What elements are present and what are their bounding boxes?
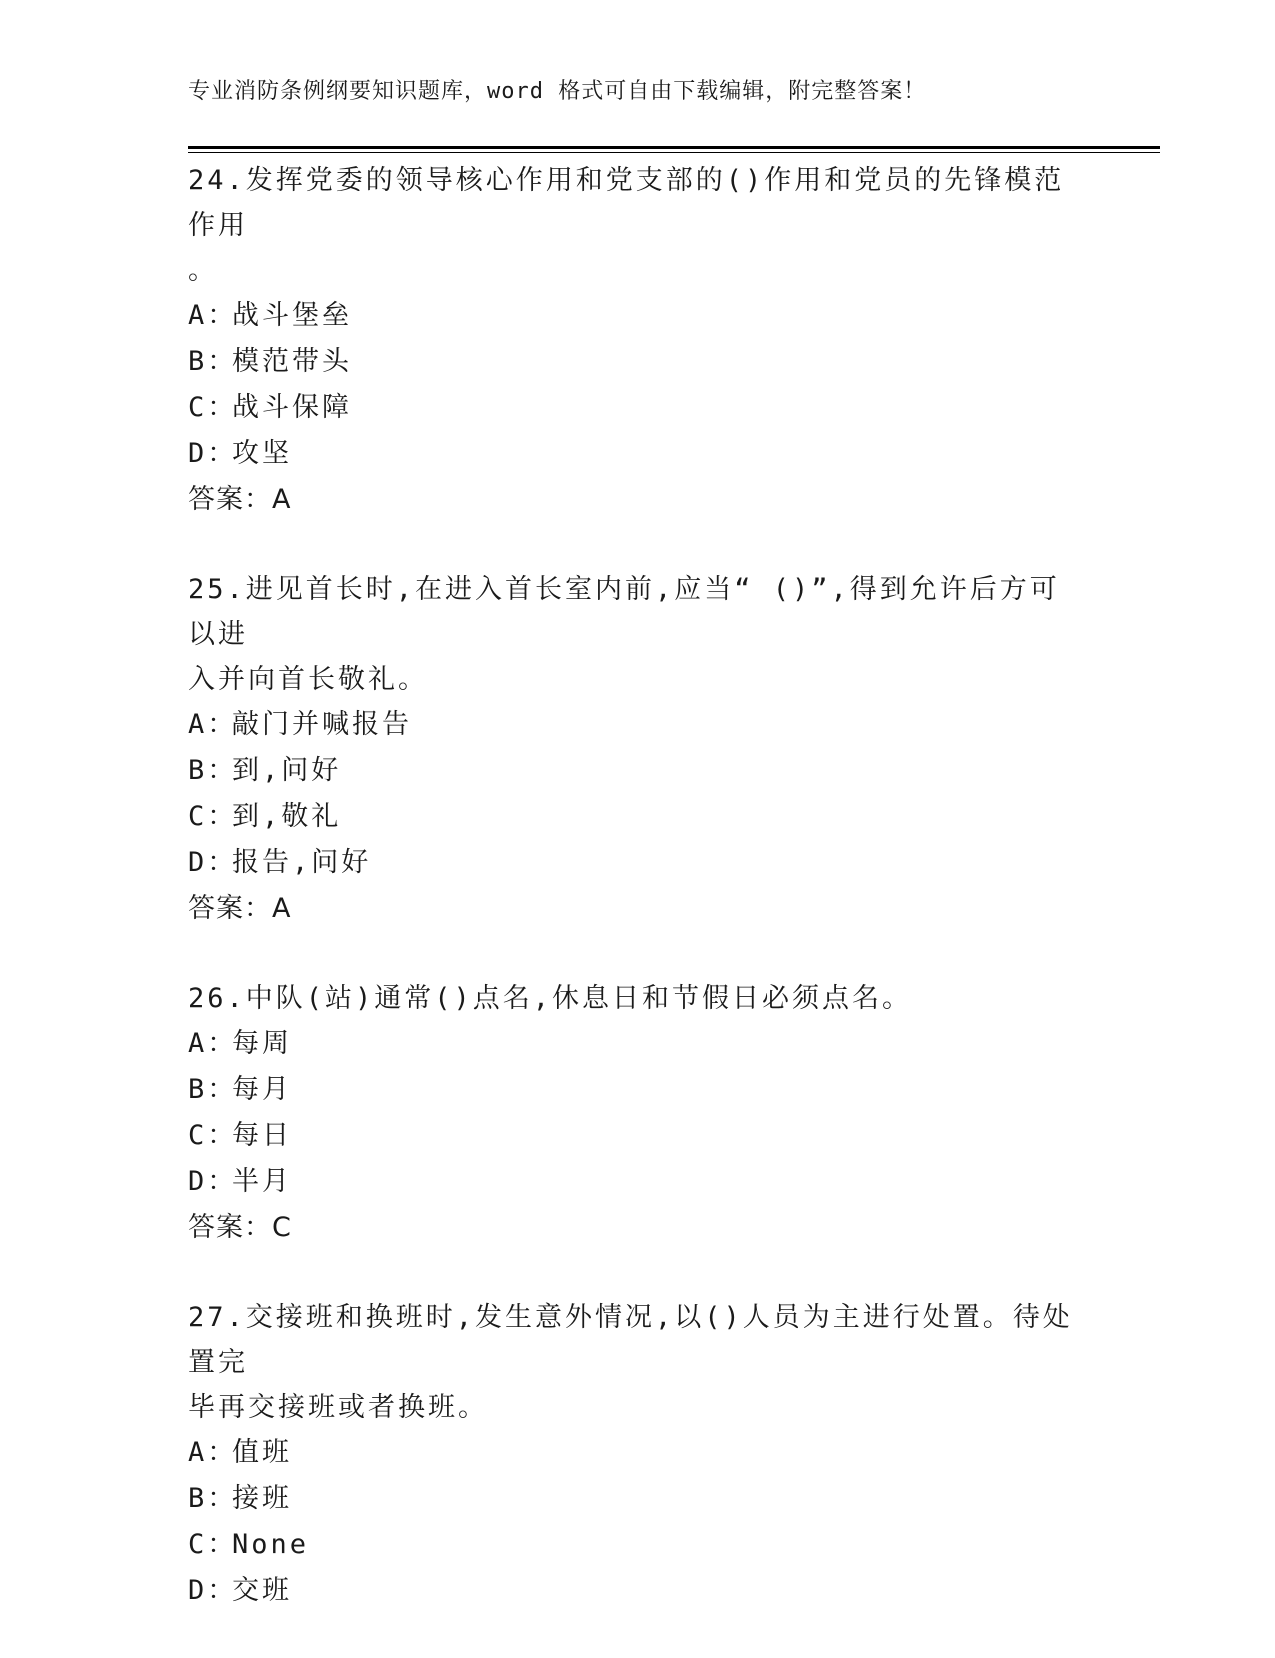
option-key: D：: [188, 847, 238, 878]
header-rule-thick: [188, 146, 1160, 149]
question-27: [188, 1295, 1088, 1614]
option-c: [188, 1113, 1088, 1159]
option-text: 值班: [232, 1437, 292, 1468]
option-key: B：: [188, 755, 238, 786]
option-key: B：: [188, 1074, 238, 1105]
option-text: None: [232, 1529, 310, 1560]
option-key: A：: [188, 300, 238, 331]
question-stem: 26.中队(站)通常()点名,休息日和节假日必须点名。: [188, 983, 913, 1014]
option-c: [188, 1522, 1088, 1568]
option-a: [188, 702, 1088, 748]
option-text: 每周: [232, 1028, 292, 1059]
option-b: [188, 339, 1088, 385]
option-text: 每日: [232, 1120, 292, 1151]
option-text: 敲门并喊报告: [232, 709, 412, 740]
option-text: 攻坚: [232, 438, 292, 469]
option-text: 接班: [232, 1483, 292, 1514]
option-text: 半月: [232, 1166, 292, 1197]
option-key: D：: [188, 1575, 238, 1606]
option-b: [188, 1476, 1088, 1522]
option-d: [188, 431, 1088, 477]
option-text: 模范带头: [232, 346, 352, 377]
option-text: 到,敬礼: [232, 801, 342, 832]
header-rule-thin: [188, 152, 1160, 153]
option-a: [188, 1430, 1088, 1476]
answer-line: 答案：C: [188, 1212, 292, 1243]
option-b: [188, 1067, 1088, 1113]
option-text: 交班: [232, 1575, 292, 1606]
option-key: B：: [188, 346, 238, 377]
option-d: [188, 1159, 1088, 1205]
question-list: [188, 158, 1088, 1658]
option-key: A：: [188, 1437, 238, 1468]
option-key: C：: [188, 1529, 238, 1560]
option-a: [188, 293, 1088, 339]
question-stem: 27.交接班和换班时,发生意外情况,以()人员为主进行处置。待处置完 毕再交接班或者换班。: [188, 1302, 1073, 1423]
option-a: [188, 1021, 1088, 1067]
option-key: A：: [188, 709, 238, 740]
question-26: [188, 976, 1088, 1251]
option-key: B：: [188, 1483, 238, 1514]
option-text: 战斗堡垒: [232, 300, 352, 331]
option-text: 战斗保障: [232, 392, 352, 423]
question-stem: 24.发挥党委的领导核心作用和党支部的()作用和党员的先锋模范作用 。: [188, 165, 1065, 286]
option-c: [188, 385, 1088, 431]
option-c: [188, 794, 1088, 840]
option-text: 每月: [232, 1074, 292, 1105]
option-key: D：: [188, 438, 238, 469]
option-key: D：: [188, 1166, 238, 1197]
question-24: [188, 158, 1088, 523]
header-note: 专业消防条例纲要知识题库，word 格式可自由下载编辑，附完整答案！: [188, 79, 927, 104]
answer-line: 答案：A: [188, 484, 292, 515]
option-key: C：: [188, 801, 238, 832]
answer-line: 答案：A: [188, 893, 292, 924]
option-b: [188, 748, 1088, 794]
option-text: 到,问好: [232, 755, 342, 786]
option-d: [188, 840, 1088, 886]
option-key: C：: [188, 392, 238, 423]
option-d: [188, 1568, 1088, 1614]
question-stem: 25.进见首长时,在进入首长室内前,应当“ ()”,得到允许后方可以进 入并向首长敬礼。: [188, 574, 1060, 695]
option-key: A：: [188, 1028, 238, 1059]
question-25: [188, 567, 1088, 932]
option-key: C：: [188, 1120, 238, 1151]
option-text: 报告,问好: [232, 847, 372, 878]
